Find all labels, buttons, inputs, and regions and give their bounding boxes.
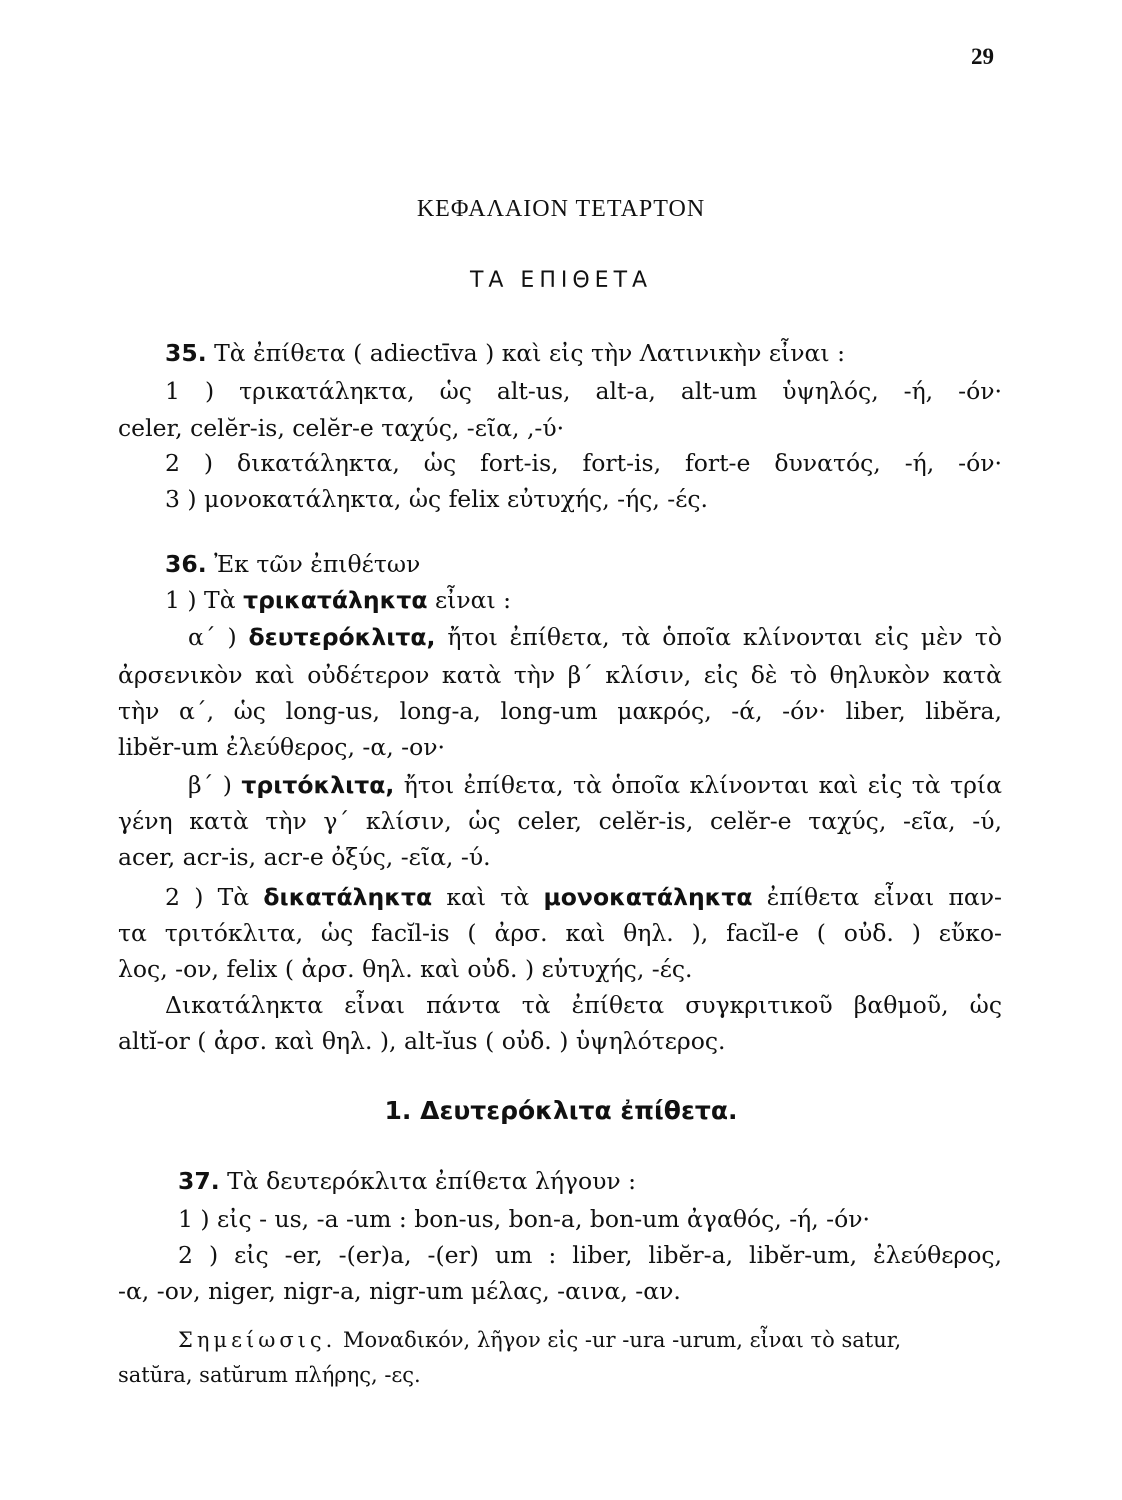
text: α΄ ) — [188, 623, 249, 651]
text: καὶ τὰ — [432, 883, 544, 911]
bold-term: μονοκατάληκτα — [543, 883, 753, 911]
para-36-point-2-line-3: λος, -ον, felix ( ἀρσ. θηλ. καὶ οὐδ. ) εὐτυχής, -ές. — [118, 955, 693, 983]
text: β΄ ) — [188, 771, 242, 799]
para-36-intro-text: Ἐκ τῶν ἐπιθέτων — [214, 550, 421, 578]
para-35-line-1b: celer, celĕr-is, celĕr-e ταχύς, -εῖα, ,-ύ· — [118, 414, 565, 442]
bold-term: δικατάληκτα — [263, 883, 433, 911]
para-36-intro — [165, 549, 1002, 579]
para-35-intro-text: Τὰ ἐπίθετα ( adiectīva ) καὶ εἰς τὴν Λατινικὴν εἶναι : — [214, 339, 846, 367]
para-36-b-line-2: γένη κατὰ τὴν γ΄ κλίσιν, ὡς celer, celĕr-is, celĕr-e ταχύς, -εῖα, -ύ, — [118, 807, 1002, 835]
text: ἤτοι ἐπίθετα, τὰ ὁποῖα κλίνονται εἰς μὲν τὸ — [435, 623, 1002, 651]
para-37-intro — [178, 1166, 1002, 1196]
para-36-point-1 — [165, 585, 1002, 615]
para-35-line-1: 1 ) τρικατάληκτα, ὡς alt-us, alt-a, alt-um ὑψηλός, -ή, -όν· — [165, 377, 1002, 405]
section-title: ΤΑ ΕΠΙΘΕΤΑ — [469, 268, 653, 293]
text: 1 ) Τὰ — [165, 586, 244, 614]
remark-text: Μοναδικόν, λῆγον εἰς -ur -ura -urum, εἶναι τὸ satur, — [336, 1328, 902, 1352]
para-36-note-line-1: Δικατάληκτα εἶναι πάντα τὰ ἐπίθετα συγκριτικοῦ βαθμοῦ, ὡς — [165, 991, 1002, 1019]
section-number-35: 35. — [165, 339, 207, 367]
para-35-intro — [165, 338, 1002, 368]
section-number-37: 37. — [178, 1167, 220, 1195]
text: ἤτοι ἐπίθετα, τὰ ὁποῖα κλίνονται καὶ εἰς τὰ τρία — [394, 771, 1002, 799]
text: εἶναι : — [427, 586, 512, 614]
para-37-remark-line-2: satŭra, satŭrum πλήρης, -ες. — [118, 1363, 421, 1387]
para-37-line-1: 1 ) εἰς - us, -a -um : bon-us, bon-a, bon-um ἀγαθός, -ή, -όν· — [178, 1205, 871, 1233]
para-36-point-2-line-1 — [165, 882, 1002, 912]
bold-term: δευτερόκλιτα, — [248, 623, 436, 651]
text: 2 ) Τὰ — [165, 883, 264, 911]
para-36-a-line-4: libĕr-um ἐλεύθερος, -α, -ον· — [118, 733, 445, 761]
para-36-point-2-line-2: τα τριτόκλιτα, ὡς facĭl-is ( ἀρσ. καὶ θηλ. ), facĭl-e ( οὐδ. ) εὔκο- — [118, 919, 1002, 947]
para-37-line-2: 2 ) εἰς -er, -(er)a, -(er) um : liber, libĕr-a, libĕr-um, ἐλεύθερος, — [178, 1241, 1002, 1269]
para-36-b-line-3: acer, acr-is, acr-e ὀξύς, -εῖα, -ύ. — [118, 843, 491, 871]
para-37-intro-text: Τὰ δευτερόκλιτα ἐπίθετα λήγουν : — [227, 1167, 637, 1195]
para-36-b-line-1 — [188, 770, 1002, 800]
text: ἐπίθετα εἶναι παν- — [752, 883, 1002, 911]
para-36-a-line-2: ἀρσενικὸν καὶ οὐδέτερον κατὰ τὴν β΄ κλίσιν, εἰς δὲ τὸ θηλυκὸν κατὰ — [118, 661, 1002, 689]
para-35-line-3: 3 ) μονοκατάληκτα, ὡς felix εὐτυχής, -ής, -ές. — [165, 485, 709, 513]
para-36-a-line-3: τὴν α΄, ὡς long-us, long-a, long-um μακρός, -ά, -όν· liber, libĕra, — [118, 697, 1002, 725]
page-number: 29 — [971, 44, 994, 69]
para-36-a-line-1 — [188, 622, 1002, 652]
subsection-heading: 1. Δευτερόκλιτα ἐπίθετα. — [384, 1096, 738, 1125]
bold-term: τρικατάληκτα — [243, 586, 428, 614]
remark-label: Σημείωσις. — [178, 1328, 337, 1352]
para-36-note-line-2: altĭ-or ( ἀρσ. καὶ θηλ. ), alt-ĭus ( οὐδ. ) ὑψηλότερος. — [118, 1027, 726, 1055]
section-number-36: 36. — [165, 550, 207, 578]
chapter-title: ΚΕΦΑΛΑΙΟΝ ΤΕΤΑΡΤΟΝ — [416, 196, 706, 222]
para-35-line-2: 2 ) δικατάληκτα, ὡς fort-is, fort-is, fort-e δυνατός, -ή, -όν· — [165, 449, 1002, 477]
para-37-line-2b: -α, -ον, niger, nigr-a, nigr-um μέλας, -αινα, -αν. — [118, 1277, 681, 1305]
bold-term: τριτόκλιτα, — [241, 771, 395, 799]
para-37-remark-line-1 — [178, 1325, 1002, 1355]
